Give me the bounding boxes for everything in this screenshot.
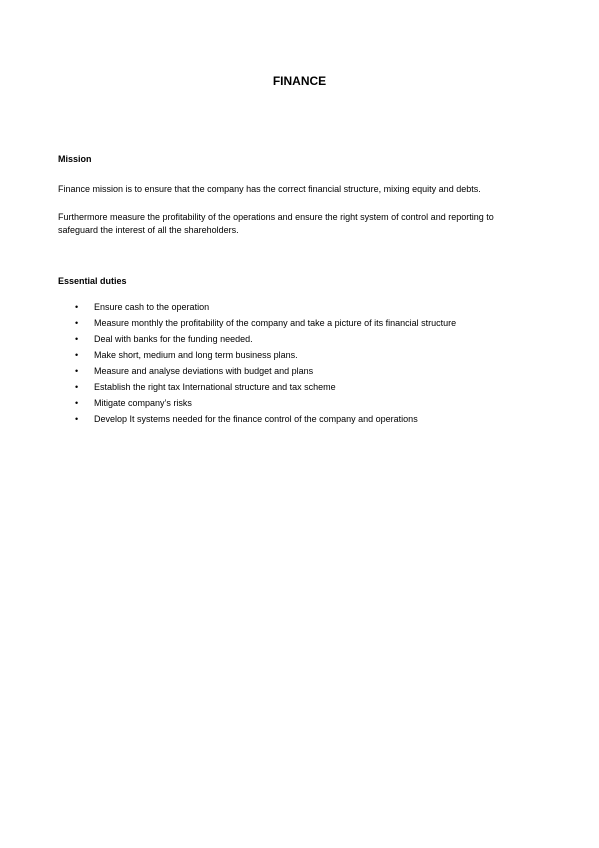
duty-text: Measure monthly the profitability of the company and take a picture of its financial structure bbox=[94, 318, 457, 328]
bullet-icon: • bbox=[75, 366, 79, 376]
duties-heading: Essential duties bbox=[58, 276, 127, 286]
duties-list bbox=[58, 299, 558, 427]
mission-heading: Mission bbox=[58, 154, 92, 164]
bullet-icon: • bbox=[75, 318, 79, 328]
duty-text: Develop It systems needed for the finance control of the company and operations bbox=[94, 414, 418, 424]
document-title: FINANCE bbox=[272, 74, 327, 88]
list-item bbox=[58, 395, 558, 411]
list-item bbox=[58, 315, 558, 331]
bullet-icon: • bbox=[75, 302, 79, 312]
list-item bbox=[58, 363, 558, 379]
list-item bbox=[58, 379, 558, 395]
bullet-icon: • bbox=[75, 398, 79, 408]
duty-text: Ensure cash to the operation bbox=[94, 302, 210, 312]
duty-text: Make short, medium and long term business plans. bbox=[94, 350, 298, 360]
bullet-icon: • bbox=[75, 334, 79, 344]
duty-text: Measure and analyse deviations with budget and plans bbox=[94, 366, 314, 376]
list-item bbox=[58, 411, 558, 427]
duty-text: Mitigate company’s risks bbox=[94, 398, 192, 408]
bullet-icon: • bbox=[75, 382, 79, 392]
mission-paragraph-2: Furthermore measure the profitability of the operations and ensure the right system of control and reporting to safeguard the interest of all the shareholders. bbox=[58, 212, 494, 235]
mission-paragraph-1: Finance mission is to ensure that the company has the correct financial structure, mixing equity and debts. bbox=[58, 184, 481, 194]
bullet-icon: • bbox=[75, 350, 79, 360]
duty-text: Deal with banks for the funding needed. bbox=[94, 334, 253, 344]
duty-text: Establish the right tax International structure and tax scheme bbox=[94, 382, 336, 392]
list-item bbox=[58, 331, 558, 347]
bullet-icon: • bbox=[75, 414, 79, 424]
list-item bbox=[58, 299, 558, 315]
list-item bbox=[58, 347, 558, 363]
